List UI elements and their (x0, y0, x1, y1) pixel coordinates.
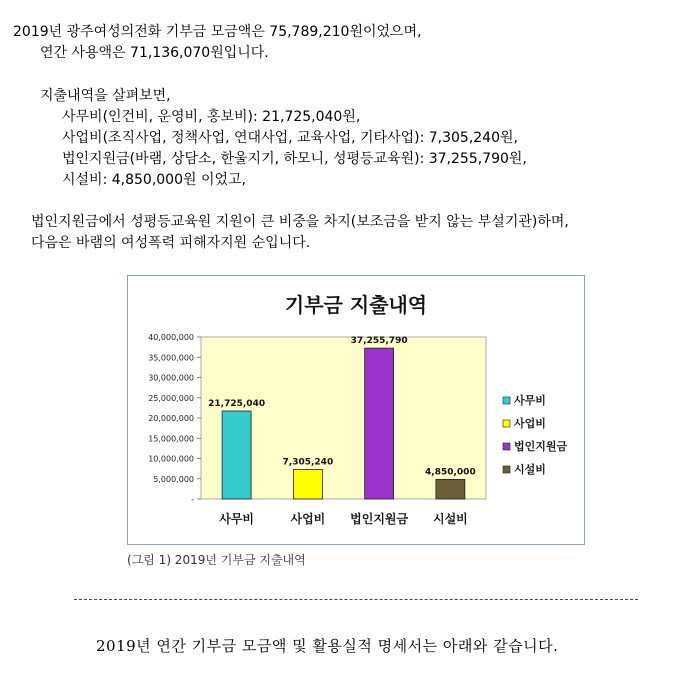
y-tick-label: 40,000,000 (148, 333, 194, 342)
bar-value-label: 37,255,790 (350, 336, 408, 347)
bar-3 (365, 348, 394, 499)
y-tick-label: - (191, 495, 194, 504)
donation-expense-chart (127, 275, 585, 545)
bar-4 (436, 479, 465, 499)
y-tick-label: 10,000,000 (148, 454, 194, 464)
closing-statement: 2019년 연간 기부금 모금액 및 활용실적 명세서는 아래와 같습니다. (96, 637, 559, 655)
y-tick-label: 30,000,000 (148, 373, 194, 383)
expense-corporate-support: 법인지원금(바램, 상담소, 한울지기, 하모니, 성평등교육원): 37,255,790원, (62, 151, 527, 167)
x-category-label: 법인지원금 (350, 512, 409, 526)
x-category-label: 사무비 (219, 512, 255, 526)
expense-projects: 사업비(조직사업, 정책사업, 연대사업, 교육사업, 기타사업): 7,305,240원, (62, 130, 518, 146)
legend-swatch (503, 443, 510, 450)
legend-label: 시설비 (514, 463, 546, 476)
bar-value-label: 21,725,040 (208, 399, 266, 410)
expense-intro: 지출내역을 살펴보면, (40, 88, 171, 104)
expense-facilities: 시설비: 4,850,000원 이었고, (62, 172, 246, 188)
legend-swatch (503, 397, 510, 404)
legend-swatch (503, 466, 510, 473)
chart-svg (128, 276, 584, 544)
summary-line-2: 다음은 바램의 여성폭력 피해자지원 순입니다. (31, 235, 311, 251)
summary-line-1: 법인지원금에서 성평등교육원 지원이 큰 비중을 차지(보조금을 받지 않는 부설기관)하며, (31, 214, 569, 230)
bar-value-label: 7,305,240 (282, 457, 334, 468)
x-category-label: 사업비 (290, 512, 326, 526)
y-tick-label: 20,000,000 (148, 414, 194, 423)
legend-label: 사무비 (514, 394, 546, 407)
section-divider (74, 599, 638, 600)
y-tick-label: 15,000,000 (148, 434, 194, 444)
y-tick-label: 5,000,000 (153, 474, 194, 484)
x-category-label: 시설비 (432, 512, 468, 526)
chart-title: 기부금 지출내역 (284, 293, 428, 317)
bar-1 (222, 411, 251, 499)
intro-line-2: 연간 사용액은 71,136,070원입니다. (40, 45, 269, 61)
y-tick-label: 25,000,000 (148, 393, 194, 403)
intro-line-1: 2019년 광주여성의전화 기부금 모금액은 75,789,210원이었으며, (13, 24, 422, 40)
y-tick-label: 35,000,000 (148, 353, 194, 363)
bar-value-label: 4,850,000 (425, 467, 476, 478)
bar-2 (293, 469, 322, 499)
legend-label: 사업비 (514, 417, 546, 430)
legend-swatch (503, 420, 510, 427)
figure-caption: (그림 1) 2019년 기부금 지출내역 (127, 553, 306, 567)
expense-office: 사무비(인건비, 운영비, 홍보비): 21,725,040원, (62, 109, 361, 125)
legend-label: 법인지원금 (514, 440, 568, 453)
